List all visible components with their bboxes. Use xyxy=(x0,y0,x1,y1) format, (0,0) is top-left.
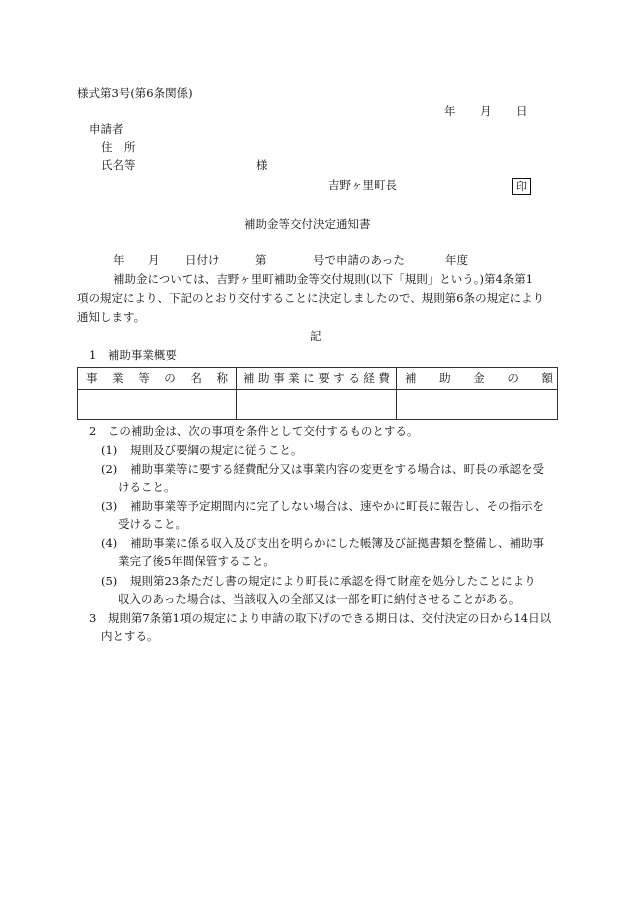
intro-paragraph-line-3: 通知します。 xyxy=(77,310,146,324)
ref-no-prefix: 第 xyxy=(255,253,267,267)
cell-project-name xyxy=(78,390,237,420)
condition-3-number: (3) xyxy=(101,499,118,513)
condition-4-text-line-2: 業完了後5年間保管すること。 xyxy=(118,554,275,568)
section-1-heading: 1 補助事業概要 xyxy=(89,348,177,362)
condition-5-number: (5) xyxy=(101,574,118,588)
condition-5-text-line-1: 規則第23条ただし書の規定により町長に承認を得て財産を処分したことにより xyxy=(130,574,536,588)
fiscal-year-label: 年度 xyxy=(445,253,468,267)
condition-4-text-line-1: 補助事業に係る収入及び支出を明らかにした帳簿及び証拠書類を整備し、補助事 xyxy=(130,536,544,550)
condition-1-text: 規則及び要綱の規定に従うこと。 xyxy=(130,443,303,457)
seal-mark: 印 xyxy=(512,178,531,195)
condition-4-number: (4) xyxy=(101,536,118,550)
condition-2-number: (2) xyxy=(101,462,118,476)
section-3-text-line-2: 内とする。 xyxy=(101,629,159,643)
condition-5-text-line-2: 収入のあった場合は、当該収入の全部又は一部を町に納付させることがある。 xyxy=(118,592,521,606)
ref-no-suffix: 号で申請のあった xyxy=(313,253,405,267)
column-header-project-name: 事 業 等 の 名 称 xyxy=(78,368,237,390)
name-label: 氏名等 xyxy=(101,158,136,172)
condition-3-text-line-2: 受けること。 xyxy=(118,517,187,531)
intro-paragraph-line-2: 項の規定により、下記のとおり交付することに決定しましたので、規則第6条の規定により xyxy=(77,291,545,305)
document-title: 補助金等交付決定通知書 xyxy=(244,217,371,231)
section-2-heading: 2 この補助金は、次の事項を条件として交付するものとする。 xyxy=(89,424,419,438)
address-label: 住 所 xyxy=(101,140,136,154)
mayor-name: 吉野ヶ里町長 xyxy=(328,178,397,192)
cell-subsidy-amount xyxy=(397,390,558,420)
ref-year-label: 年 xyxy=(113,253,125,267)
section-3-text-line-1: 3 規則第7条第1項の規定により申請の取下げのできる期日は、交付決定の日から14日以 xyxy=(89,611,552,625)
ki-marker: 記 xyxy=(310,329,322,343)
column-header-subsidy-amount: 補 助 金 の 額 xyxy=(397,368,558,390)
form-number: 様式第3号(第6条関係) xyxy=(77,86,193,100)
ref-month-label: 月 xyxy=(148,253,160,267)
project-summary-table xyxy=(77,367,558,420)
date-year-label: 年 xyxy=(444,104,456,118)
ref-dated-label: 日付け xyxy=(185,253,220,267)
condition-2-text-line-2: けること。 xyxy=(118,480,176,494)
column-header-project-cost: 補 助 事 業 に 要 す る 経 費 xyxy=(237,368,397,390)
table-header-row xyxy=(78,368,558,390)
date-month-label: 月 xyxy=(480,104,492,118)
honorific: 様 xyxy=(256,158,268,172)
intro-paragraph-line-1: 補助金については、吉野ヶ里町補助金等交付規則(以下「規則」という。)第4条第1 xyxy=(113,272,534,286)
cell-project-cost xyxy=(237,390,397,420)
condition-3-text-line-1: 補助事業等予定期間内に完了しない場合は、速やかに町長に報告し、その指示を xyxy=(130,499,544,513)
table-row xyxy=(78,390,558,420)
condition-2-text-line-1: 補助事業等に要する経費配分又は事業内容の変更をする場合は、町長の承認を受 xyxy=(130,462,544,476)
date-day-label: 日 xyxy=(516,104,528,118)
applicant-label: 申請者 xyxy=(89,122,124,136)
condition-1-number: (1) xyxy=(101,443,118,457)
